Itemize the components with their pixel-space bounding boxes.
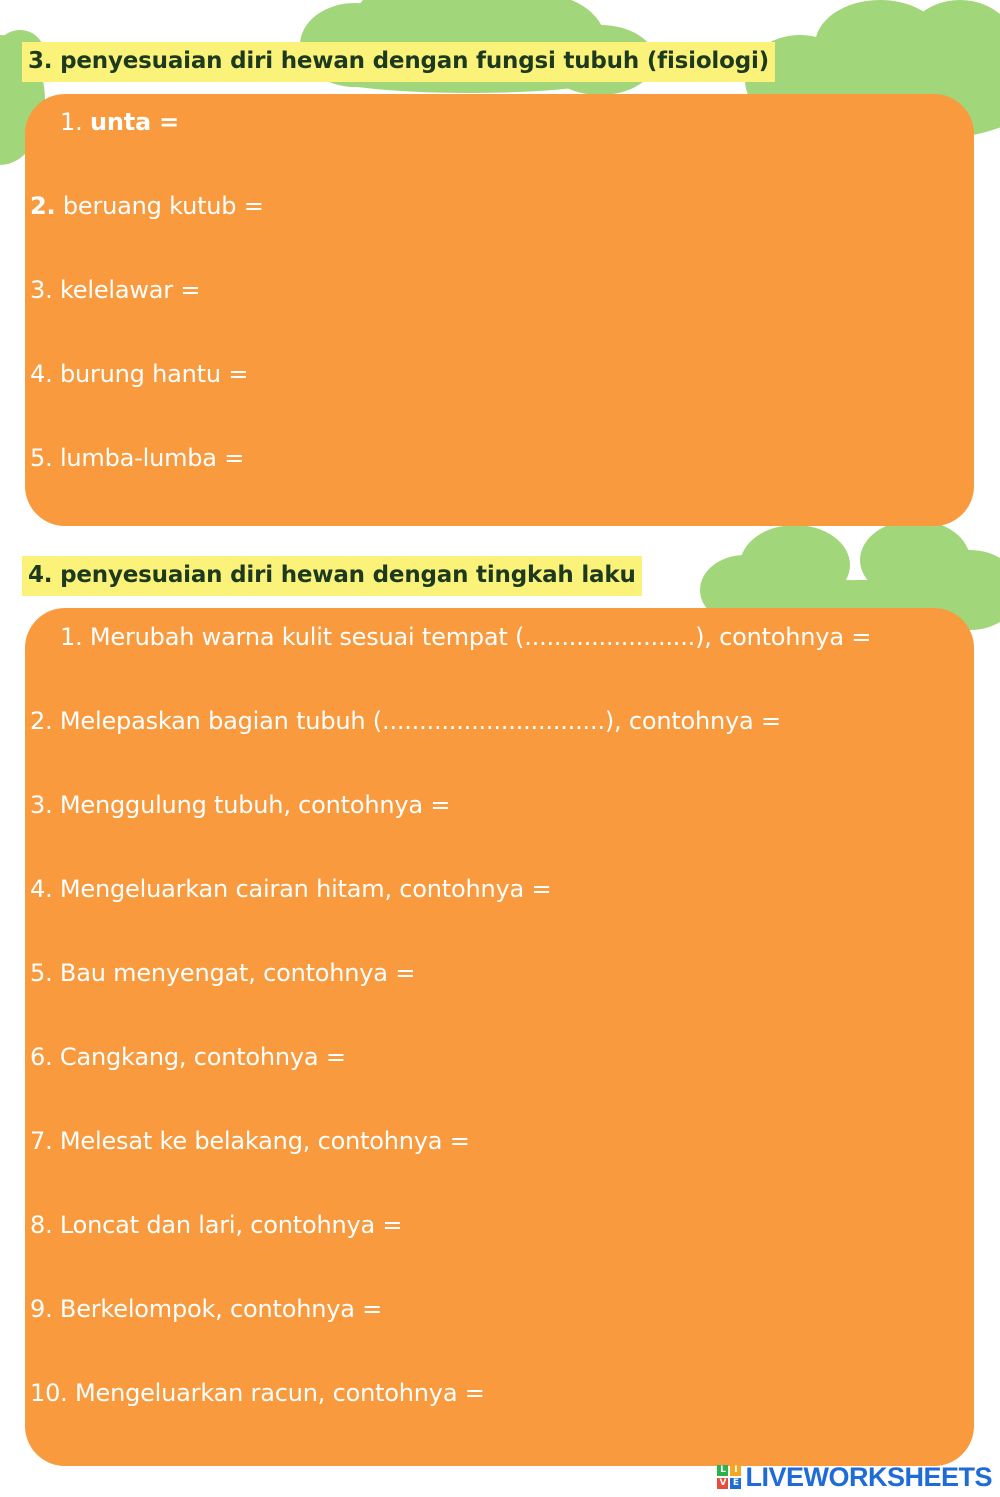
section-3-heading: 3. penyesuaian diri hewan dengan fungsi tubuh (fisiologi)	[22, 42, 775, 82]
item-label: lumba-lumba =	[59, 444, 245, 472]
liveworksheets-logo[interactable]	[717, 1461, 992, 1493]
section-4-item-3: 3. Menggulung tubuh, contohnya =	[30, 791, 451, 819]
section-3-item-2	[30, 191, 264, 221]
section-4-panel	[25, 608, 974, 1466]
item-number: 5.	[30, 444, 53, 472]
section-4-item-8: 8. Loncat dan lari, contohnya =	[30, 1211, 403, 1239]
section-4-heading: 4. penyesuaian diri hewan dengan tingkah laku	[22, 556, 642, 596]
item-label: burung hantu =	[59, 360, 249, 388]
logo-letter: E	[730, 1478, 741, 1489]
section-3-item-4	[30, 359, 248, 389]
logo-letter: I	[730, 1465, 741, 1476]
item-label: kelelawar =	[59, 276, 201, 304]
section-4-item-5: 5. Bau menyengat, contohnya =	[30, 959, 416, 987]
logo-letter: V	[717, 1478, 728, 1489]
section-4-item-7: 7. Melesat ke belakang, contohnya =	[30, 1127, 470, 1155]
item-label: beruang kutub =	[62, 192, 264, 220]
section-3-item-3	[30, 275, 200, 305]
section-3-item-1	[60, 107, 179, 137]
section-4-item-4: 4. Mengeluarkan cairan hitam, contohnya =	[30, 875, 552, 903]
section-3-item-5	[30, 443, 244, 473]
logo-text: LIVEWORKSHEETS	[745, 1461, 992, 1492]
item-label: unta =	[89, 108, 180, 136]
item-number: 1.	[60, 108, 83, 136]
section-4-item-6: 6. Cangkang, contohnya =	[30, 1043, 346, 1071]
item-number: 4.	[30, 360, 53, 388]
logo-icon	[717, 1465, 741, 1489]
section-4-item-1: 1. Merubah warna kulit sesuai tempat (.......................), contohnya =	[60, 623, 872, 651]
section-4-item-9: 9. Berkelompok, contohnya =	[30, 1295, 383, 1323]
logo-letter: L	[717, 1465, 728, 1476]
item-number: 2.	[30, 192, 56, 220]
section-4-item-2: 2. Melepaskan bagian tubuh (..............................), contohnya =	[30, 707, 781, 735]
item-number: 3.	[30, 276, 53, 304]
section-4-item-10: 10. Mengeluarkan racun, contohnya =	[30, 1379, 485, 1407]
